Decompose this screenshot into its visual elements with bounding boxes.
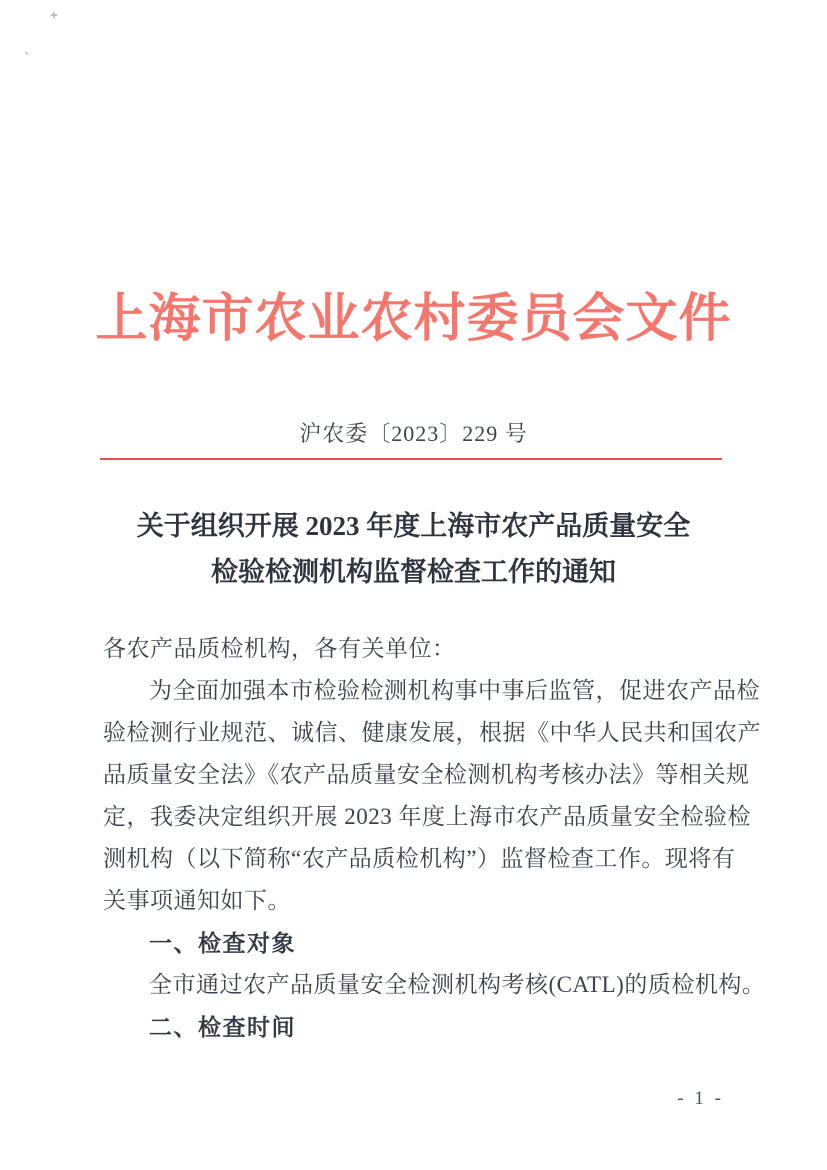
body-line: 品质量安全法》《农产品质量安全检测机构考核办法》等相关规 [103,762,750,787]
section-heading-1: 一、检查对象 [149,930,296,956]
document-body [103,628,766,1048]
document-number: 沪农委〔2023〕229 号 [299,421,528,446]
scan-artifact-plus: + [50,8,58,23]
body-line: 全市通过农产品质量安全检测机构考核(CATL)的质检机构。 [149,972,766,997]
body-line: 测机构（以下简称“农产品质检机构”）监督检查工作。现将有 [103,846,736,871]
section-heading-2: 二、检查时间 [149,1014,296,1040]
red-divider-line [100,458,722,460]
body-line: 关事项通知如下。 [103,888,291,913]
page-number: - 1 - [677,1088,724,1109]
document-title-line1: 关于组织开展 2023 年度上海市农产品质量安全 [136,511,691,541]
body-line-salutation: 各农产品质检机构，各有关单位： [103,636,456,661]
document-title-line2: 检验检测机构监督检查工作的通知 [211,557,616,587]
body-line: 为全面加强本市检验检测机构事中事后监管，促进农产品检 [149,678,760,703]
body-line: 验检测行业规范、诚信、健康发展，根据《中华人民共和国农产 [103,720,761,745]
scan-artifact-tick: ˎ [22,36,32,54]
document-title [0,503,827,595]
red-header-banner-title: 上海市农业农村委员会文件 [95,291,732,348]
body-line: 定，我委决定组织开展 2023 年度上海市农产品质量安全检验检 [103,804,751,829]
